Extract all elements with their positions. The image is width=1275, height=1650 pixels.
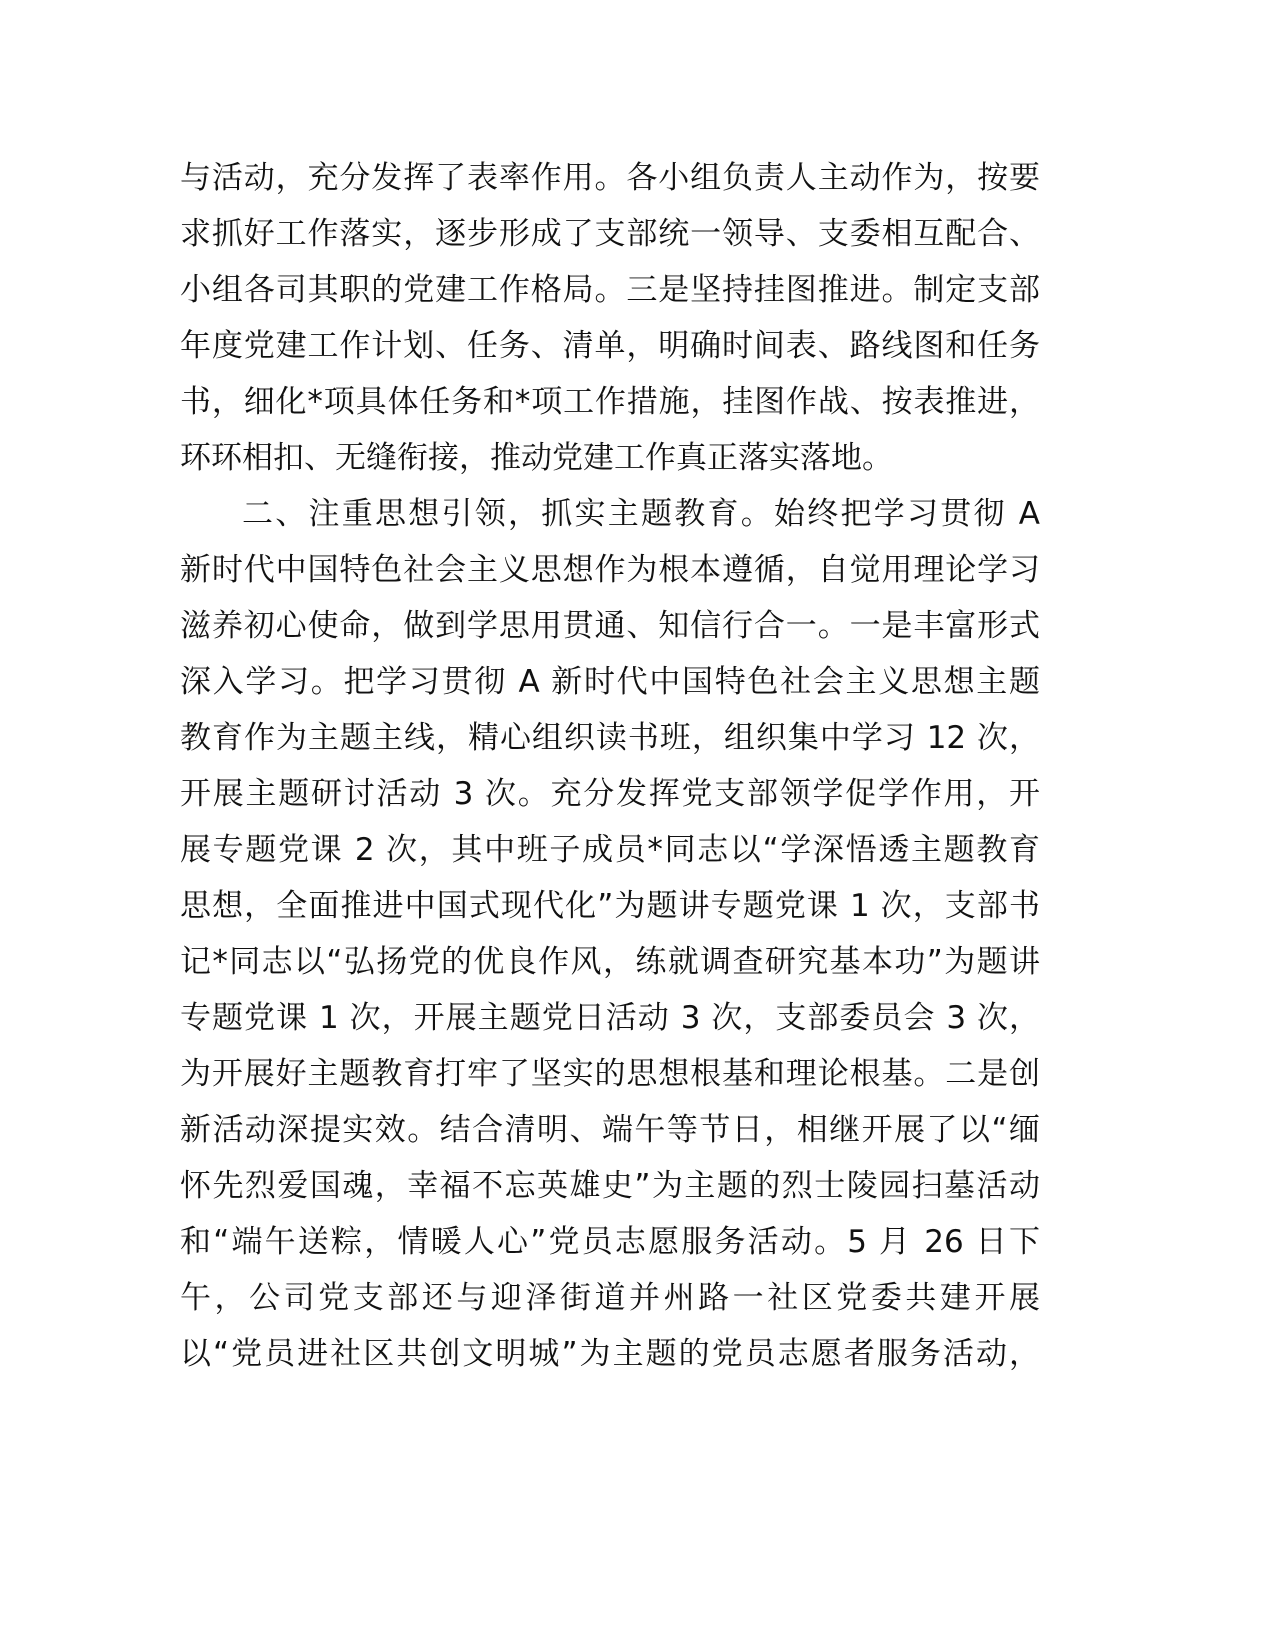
text-line: 为开展好主题教育打牢了坚实的思想根基和理论根基。二是创 xyxy=(180,1056,1040,1092)
text-line: 展专题党课 2 次，其中班子成员*同志以“学深悟透主题教育 xyxy=(180,832,1040,868)
text-line: 小组各司其职的党建工作格局。三是坚持挂图推进。制定支部 xyxy=(180,272,1040,308)
text-line: 教育作为主题主线，精心组织读书班，组织集中学习 12 次， xyxy=(180,720,1040,756)
text-line: 思想，全面推进中国式现代化”为题讲专题党课 1 次，支部书 xyxy=(180,888,1040,924)
text-line: 深入学习。把学习贯彻 A 新时代中国特色社会主义思想主题 xyxy=(180,664,1040,700)
text-line: 与活动，充分发挥了表率作用。各小组负责人主动作为，按要 xyxy=(180,160,1040,196)
text-line: 和“端午送粽，情暖人心”党员志愿服务活动。5 月 26 日下 xyxy=(180,1224,1040,1260)
paragraph-1 xyxy=(180,150,1040,486)
text-line: 求抓好工作落实，逐步形成了支部统一领导、支委相互配合、 xyxy=(180,216,1040,252)
text-line: 年度党建工作计划、任务、清单，明确时间表、路线图和任务 xyxy=(180,328,1040,364)
text-line: 环环相扣、无缝衔接，推动党建工作真正落实落地。 xyxy=(180,440,893,476)
text-line: 新时代中国特色社会主义思想作为根本遵循，自觉用理论学习 xyxy=(180,552,1040,588)
text-line: 以“党员进社区共创文明城”为主题的党员志愿者服务活动， xyxy=(180,1336,1040,1372)
text-line: 滋养初心使命，做到学思用贯通、知信行合一。一是丰富形式 xyxy=(180,608,1040,644)
text-line: 书，细化*项具体任务和*项工作措施，挂图作战、按表推进， xyxy=(180,384,1040,420)
text-line: 新活动深提实效。结合清明、端午等节日，相继开展了以“缅 xyxy=(180,1112,1040,1148)
text-line: 开展主题研讨活动 3 次。充分发挥党支部领学促学作用，开 xyxy=(180,776,1040,812)
text-line: 记*同志以“弘扬党的优良作风，练就调查研究基本功”为题讲 xyxy=(180,944,1040,980)
body-text xyxy=(180,150,1040,1382)
text-line: 怀先烈爱国魂，幸福不忘英雄史”为主题的烈士陵园扫墓活动 xyxy=(180,1168,1040,1204)
text-line: 午，公司党支部还与迎泽街道并州路一社区党委共建开展 xyxy=(180,1280,1040,1316)
text-line: 专题党课 1 次，开展主题党日活动 3 次，支部委员会 3 次， xyxy=(180,1000,1040,1036)
text-line: 二、注重思想引领，抓实主题教育。始终把学习贯彻 A xyxy=(242,496,1040,532)
paragraph-2 xyxy=(180,486,1040,1382)
